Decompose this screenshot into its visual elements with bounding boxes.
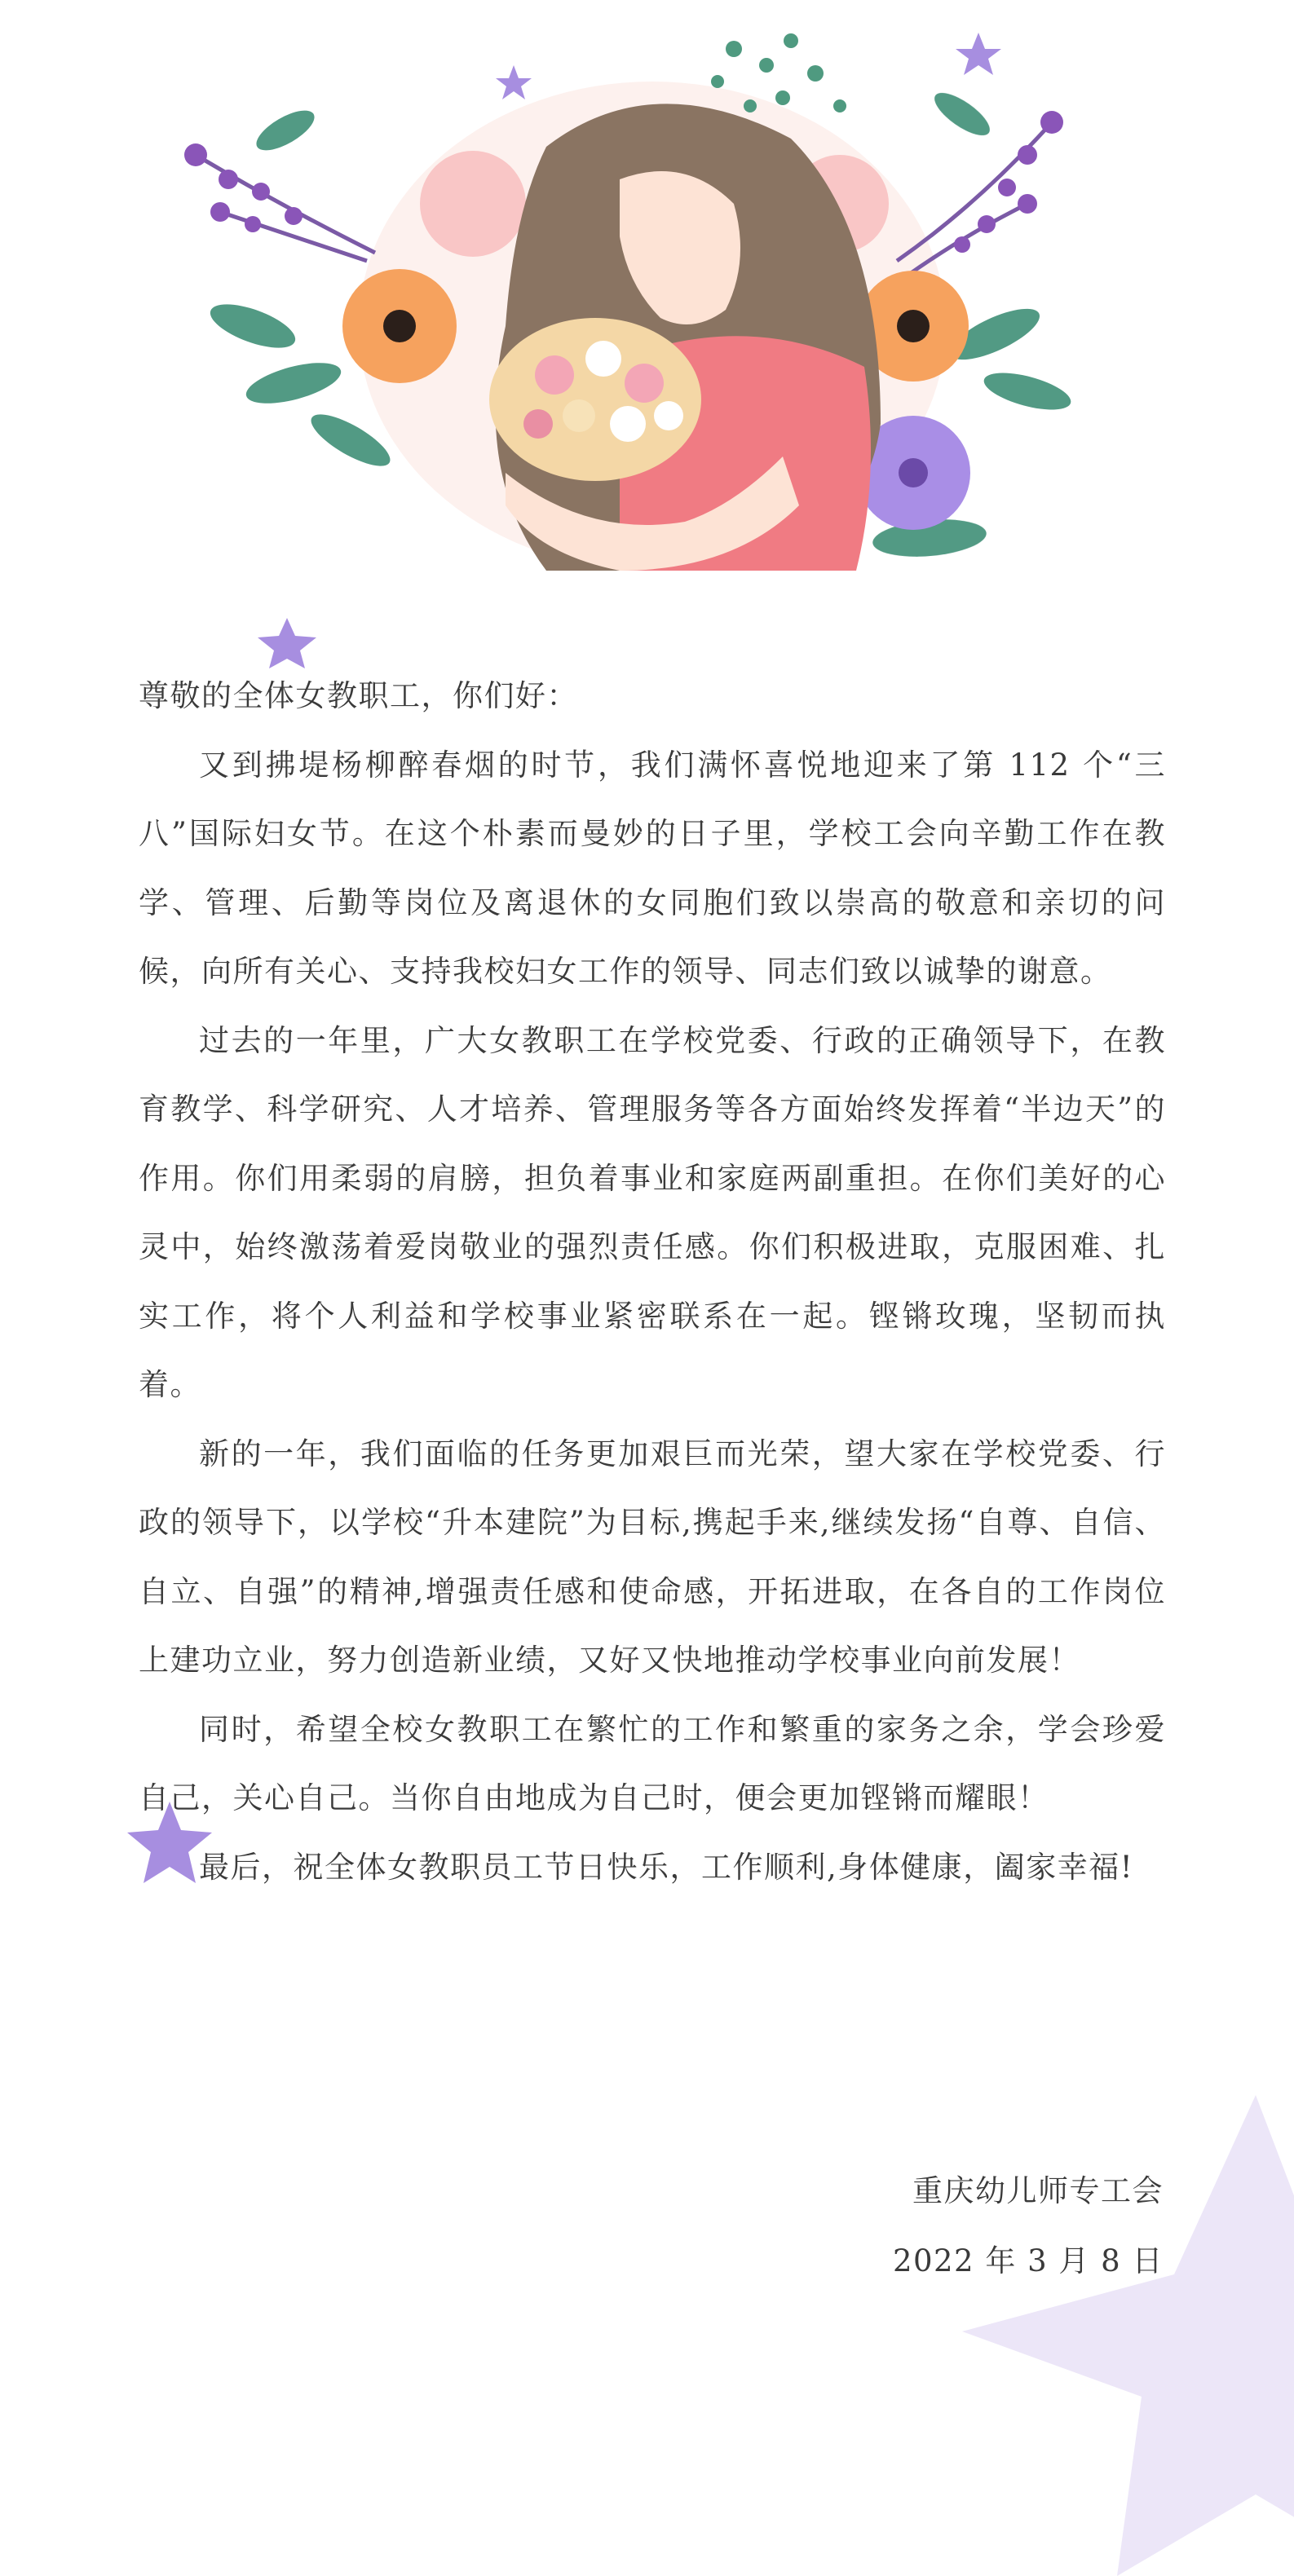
letter-greeting: 尊敬的全体女教职工，你们好： (139, 678, 578, 713)
star-icon (254, 618, 320, 668)
signature-date: 2022 年 3 月 8 日 (892, 2243, 1164, 2278)
letter-paragraph: 又到拂堤杨柳醉春烟的时节，我们满怀喜悦地迎来了第 112 个“三八”国际妇女节。在这个朴素而曼妙的日子里，学校工会向辛勤工作在教学、管理、后勤等岗位及离退休的女同胞们致以崇高的敬意和亲切的问候，向所有关心、支持我校妇女工作的领导、同志们致以诚挚的谢意。 (139, 747, 1166, 989)
letter-paragraph: 最后，祝全体女教职员工节日快乐，工作顺利,身体健康，阖家幸福! (199, 1849, 1134, 1885)
letter-paragraph: 新的一年，我们面临的任务更加艰巨而光荣，望大家在学校党委、行政的领导下，以学校“升本建院”为目标,携起手来,继续发扬“自尊、自信、自立、自强”的精神,增强责任感和使命感，开拓进取，在各自的工作岗位上建功立业，努力创造新业绩，又好又快地推动学校事业向前发展！ (139, 1436, 1166, 1678)
woman-with-bouquet-illustration (163, 16, 1133, 579)
letter-body (139, 662, 1166, 1902)
letter-paragraph: 过去的一年里，广大女教职工在学校党委、行政的正确领导下，在教育教学、科学研究、人才培养、管理服务等各方面始终发挥着“半边天”的作用。你们用柔弱的肩膀，担负着事业和家庭两副重担。在你们美好的心灵中，始终激荡着爱岗敬业的强烈责任感。你们积极进取，克服困难、扎实工作，将个人利益和学校事业紧密联系在一起。铿锵玫瑰，坚韧而执着。 (139, 1022, 1166, 1402)
signature-organization: 重庆幼儿师专工会 (912, 2173, 1164, 2208)
letter-paragraph: 同时，希望全校女教职工在繁忙的工作和繁重的家务之余，学会珍爱自己，关心自己。当你自由地成为自己时，便会更加铿锵而耀眼！ (139, 1711, 1166, 1815)
signature-block (593, 2156, 1164, 2296)
